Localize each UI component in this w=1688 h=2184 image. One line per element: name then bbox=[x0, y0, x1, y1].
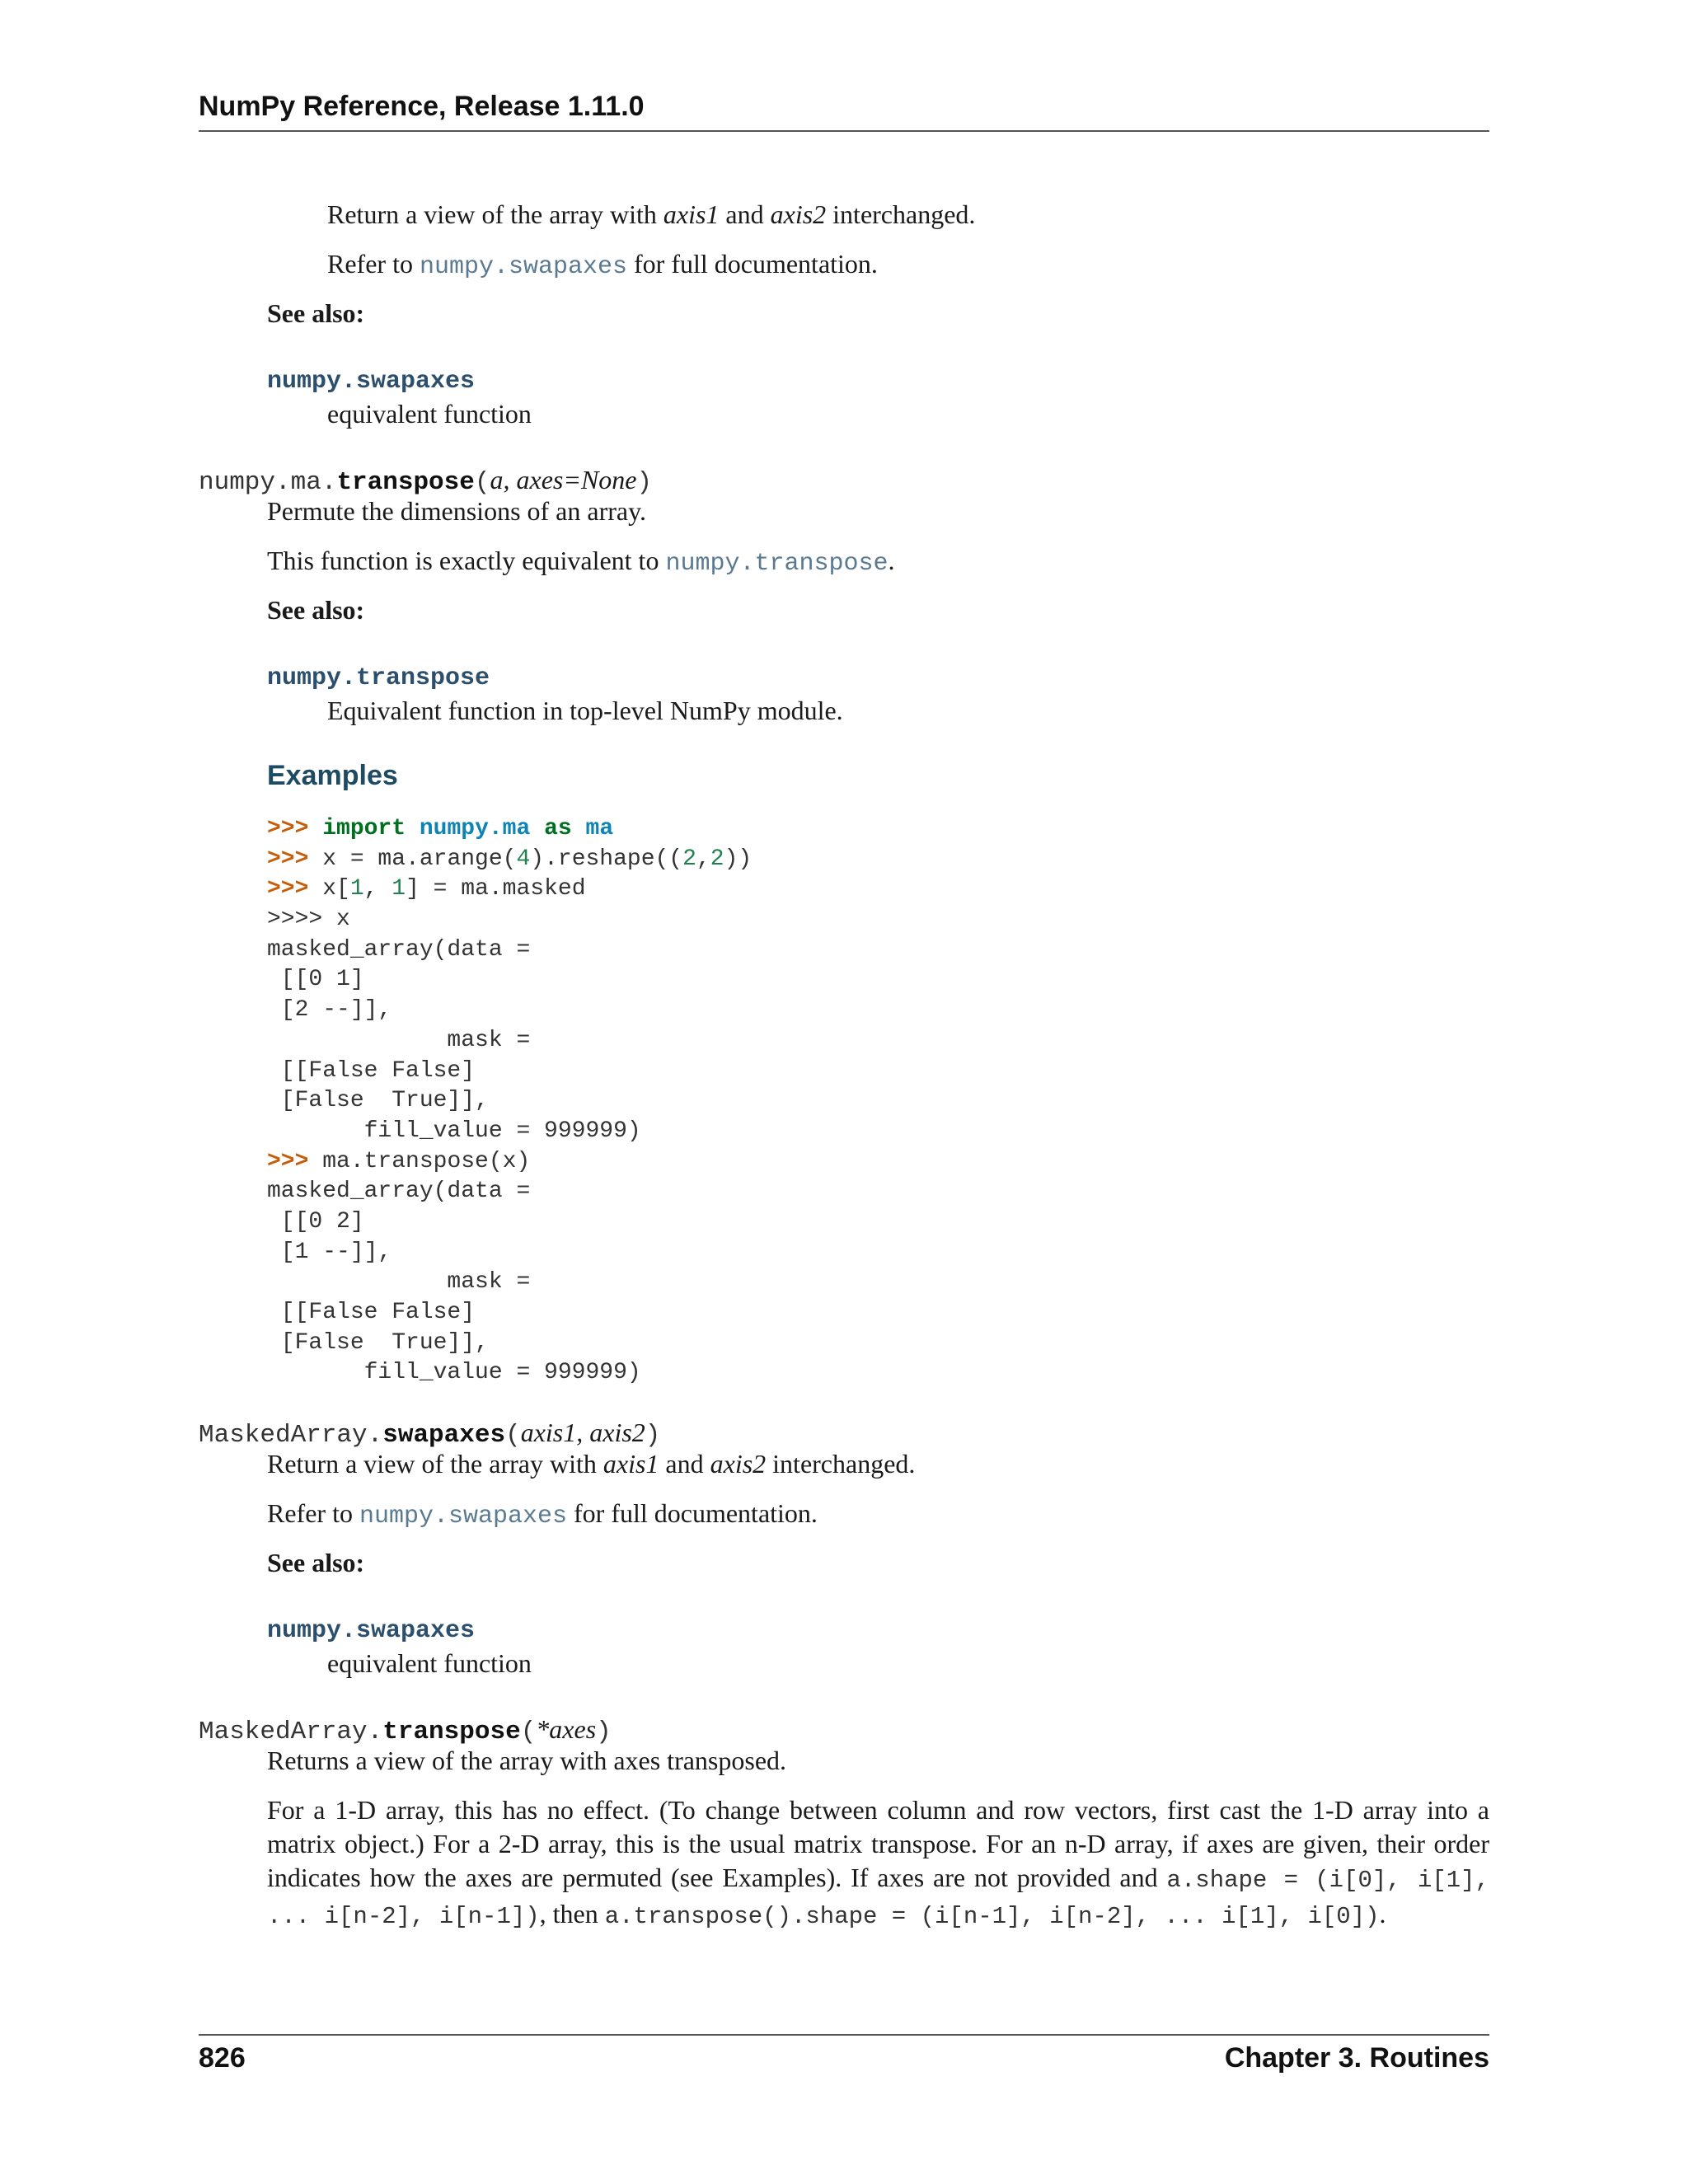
code-output-line: [1 --]], bbox=[267, 1239, 392, 1265]
code-line: >>> x = ma.arange(4).reshape((2,2)) bbox=[267, 846, 753, 872]
param-axis2: axis2 bbox=[770, 199, 827, 229]
swapaxes-method-doc-link[interactable]: numpy.swapaxes bbox=[359, 1502, 567, 1530]
transpose-method-description: Returns a view of the array with axes transposed. bbox=[267, 1746, 787, 1775]
code-output-line: [False True]], bbox=[267, 1088, 489, 1114]
param-axis1: axis1 bbox=[663, 199, 720, 229]
examples-heading: Examples bbox=[267, 760, 398, 791]
code-output-line: [[0 2] bbox=[267, 1208, 364, 1235]
page-number: 826 bbox=[199, 2042, 246, 2074]
see-also-link-transpose[interactable]: numpy.transpose bbox=[267, 664, 490, 692]
footer-rule bbox=[199, 2034, 1489, 2036]
swapaxes-refer: Refer to numpy.swapaxes for full documentation. bbox=[327, 249, 878, 281]
code-output-line: masked_array(data = bbox=[267, 1179, 531, 1205]
code-line: >>> ma.transpose(x) bbox=[267, 1148, 531, 1174]
code-output-line: [[False False] bbox=[267, 1300, 476, 1325]
header-rule bbox=[199, 130, 1489, 132]
swapaxes-description: Return a view of the array with axis1 and axis2 interchanged. bbox=[327, 199, 976, 229]
see-also-label: See also: bbox=[267, 1548, 365, 1577]
transpose-method-paragraph: For a 1-D array, this has no effect. (To change between column and row vectors, first cast the 1-D array into a matrix object.) For a 2-D array, this is the usual matrix transpose. For an n-D array, if axes are given, their order indicates how the axes are permuted (see Examples). If axes are not provided and a.shape = (i[0], i[1], ... i[n-2], i[n-1]), then a.transpose().shape = (i[n-1], i[n-2], ... i[1], i[0]). bbox=[267, 1795, 1489, 1930]
chapter-label: Chapter 3. Routines bbox=[1224, 2042, 1489, 2074]
code-example-block bbox=[267, 816, 752, 1390]
see-also-label: See also: bbox=[267, 298, 365, 328]
code-output-line: mask = bbox=[267, 1269, 531, 1296]
code-output-line: fill_value = 999999) bbox=[267, 1360, 641, 1386]
see-also-label: See also: bbox=[267, 595, 365, 625]
see-also-description: equivalent function bbox=[327, 399, 532, 429]
swapaxes-doc-link[interactable]: numpy.swapaxes bbox=[419, 253, 627, 281]
method-signature-swapaxes: MaskedArray.swapaxes(axis1, axis2) bbox=[199, 1418, 661, 1450]
see-also-link-swapaxes[interactable]: numpy.swapaxes bbox=[267, 1617, 476, 1645]
see-also-description: equivalent function bbox=[327, 1648, 532, 1678]
running-header: NumPy Reference, Release 1.11.0 bbox=[199, 91, 645, 122]
method-signature-transpose: MaskedArray.transpose(*axes) bbox=[199, 1714, 612, 1746]
see-also-description: Equivalent function in top-level NumPy module. bbox=[327, 696, 843, 725]
code-line: >>> x[1, 1] = ma.masked bbox=[267, 876, 586, 902]
swapaxes-method-refer: Refer to numpy.swapaxes for full documentation. bbox=[267, 1498, 818, 1530]
code-output-line: >>>> x bbox=[267, 907, 350, 933]
code-output-line: masked_array(data = bbox=[267, 936, 531, 963]
transpose-description: Permute the dimensions of an array. bbox=[267, 496, 647, 526]
transpose-doc-link[interactable]: numpy.transpose bbox=[665, 550, 889, 578]
code-output-line: [[0 1] bbox=[267, 967, 364, 993]
code-line: >>> import numpy.ma as ma bbox=[267, 816, 614, 841]
swapaxes-method-description: Return a view of the array with axis1 and axis2 interchanged. bbox=[267, 1449, 916, 1479]
function-signature-transpose: numpy.ma.transpose(a, axes=None) bbox=[199, 465, 653, 497]
code-output-line: fill_value = 999999) bbox=[267, 1118, 641, 1144]
transpose-equivalence: This function is exactly equivalent to numpy.transpose. bbox=[267, 546, 895, 578]
code-output-line: [2 --]], bbox=[267, 997, 392, 1024]
code-output-line: [[False False] bbox=[267, 1057, 476, 1084]
code-output-line: mask = bbox=[267, 1027, 531, 1053]
code-output-line: [False True]], bbox=[267, 1329, 489, 1356]
see-also-link-swapaxes[interactable]: numpy.swapaxes bbox=[267, 368, 476, 396]
